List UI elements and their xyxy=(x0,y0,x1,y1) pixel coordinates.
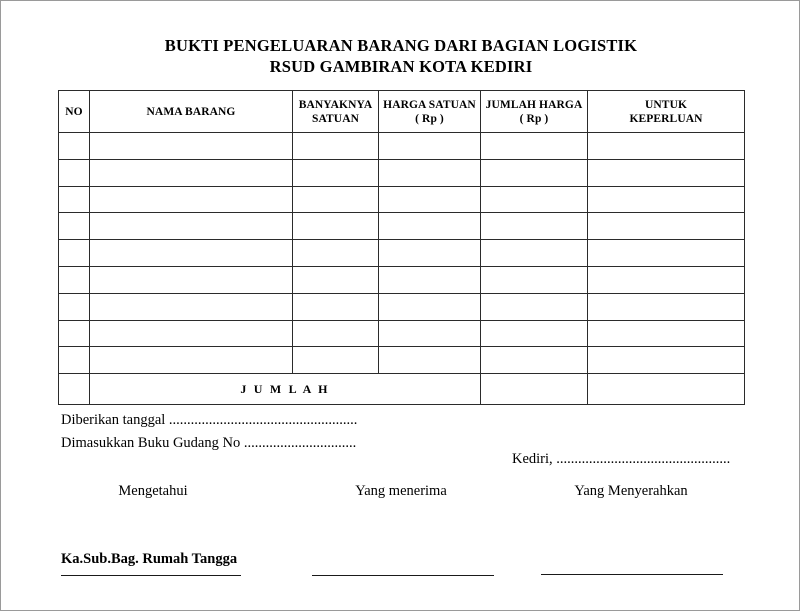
cell-harga-satuan[interactable] xyxy=(379,266,481,293)
cell-harga-satuan[interactable] xyxy=(379,133,481,160)
table-row xyxy=(59,133,745,160)
table-body xyxy=(59,133,745,374)
cell-no[interactable] xyxy=(59,186,90,213)
cell-nama-barang[interactable] xyxy=(90,213,293,240)
cell-untuk-keperluan[interactable] xyxy=(588,293,745,320)
cell-untuk-keperluan[interactable] xyxy=(588,186,745,213)
cell-jumlah-harga[interactable] xyxy=(481,159,588,186)
diberikan-tanggal-line: Diberikan tanggal .................................................... xyxy=(61,412,358,428)
cell-harga-satuan[interactable] xyxy=(379,320,481,347)
cell-no[interactable] xyxy=(59,213,90,240)
cell-nama-barang[interactable] xyxy=(90,159,293,186)
cell-harga-satuan[interactable] xyxy=(379,240,481,267)
header-harga-satuan-line2: ( Rp ) xyxy=(415,112,444,125)
cell-untuk-keperluan[interactable] xyxy=(588,133,745,160)
cell-nama-barang[interactable] xyxy=(90,240,293,267)
kediri-date-line: Kediri, ................................................ xyxy=(512,451,731,467)
cell-banyaknya-satuan[interactable] xyxy=(293,266,379,293)
cell-banyaknya-satuan[interactable] xyxy=(293,347,379,374)
signature-label-yang-menerima: Yang menerima xyxy=(355,483,447,499)
header-untuk-keperluan-line2: KEPERLUAN xyxy=(629,112,703,125)
cell-no[interactable] xyxy=(59,159,90,186)
header-jumlah-harga-line1: JUMLAH HARGA xyxy=(485,98,583,111)
cell-no[interactable] xyxy=(59,320,90,347)
table-row xyxy=(59,159,745,186)
cell-untuk-keperluan[interactable] xyxy=(588,347,745,374)
cell-no[interactable] xyxy=(59,266,90,293)
cell-untuk-keperluan[interactable] xyxy=(588,213,745,240)
cell-banyaknya-satuan[interactable] xyxy=(293,213,379,240)
title-line-1: BUKTI PENGELUARAN BARANG DARI BAGIAN LOGISTIK xyxy=(164,36,638,55)
cell-jumlah-harga[interactable] xyxy=(481,293,588,320)
summary-untuk-keperluan-cell[interactable] xyxy=(588,374,745,405)
table-row xyxy=(59,320,745,347)
cell-jumlah-harga[interactable] xyxy=(481,240,588,267)
cell-nama-barang[interactable] xyxy=(90,186,293,213)
header-jumlah-harga-line2: ( Rp ) xyxy=(519,112,549,125)
cell-harga-satuan[interactable] xyxy=(379,293,481,320)
title-line-2: RSUD GAMBIRAN KOTA KEDIRI xyxy=(269,57,533,76)
cell-banyaknya-satuan[interactable] xyxy=(293,159,379,186)
table-row xyxy=(59,186,745,213)
cell-nama-barang[interactable] xyxy=(90,133,293,160)
cell-untuk-keperluan[interactable] xyxy=(588,240,745,267)
header-jumlah-harga xyxy=(481,91,588,133)
cell-jumlah-harga[interactable] xyxy=(481,320,588,347)
table-row xyxy=(59,293,745,320)
signature-label-yang-menyerahkan: Yang Menyerahkan xyxy=(574,483,688,499)
cell-banyaknya-satuan[interactable] xyxy=(293,186,379,213)
table-summary-row xyxy=(59,374,745,405)
signature-label-mengetahui: Mengetahui xyxy=(118,483,188,499)
goods-issue-table xyxy=(58,90,745,405)
header-harga-satuan-line1: HARGA SATUAN xyxy=(383,98,476,111)
cell-nama-barang[interactable] xyxy=(90,320,293,347)
header-no: NO xyxy=(59,91,90,133)
cell-jumlah-harga[interactable] xyxy=(481,347,588,374)
dimasukkan-buku-gudang-line: Dimasukkan Buku Gudang No ............................... xyxy=(61,435,357,451)
table-row xyxy=(59,213,745,240)
cell-nama-barang[interactable] xyxy=(90,347,293,374)
cell-harga-satuan[interactable] xyxy=(379,347,481,374)
header-nama-barang: NAMA BARANG xyxy=(90,91,293,133)
header-harga-satuan xyxy=(379,91,481,133)
header-untuk-keperluan xyxy=(588,91,745,133)
table-row xyxy=(59,347,745,374)
cell-untuk-keperluan[interactable] xyxy=(588,266,745,293)
cell-no[interactable] xyxy=(59,240,90,267)
cell-no[interactable] xyxy=(59,133,90,160)
header-untuk-keperluan-line1: UNTUK xyxy=(644,98,688,111)
cell-jumlah-harga[interactable] xyxy=(481,133,588,160)
cell-banyaknya-satuan[interactable] xyxy=(293,320,379,347)
cell-jumlah-harga[interactable] xyxy=(481,266,588,293)
signer-name-kasubbag: Ka.Sub.Bag. Rumah Tangga xyxy=(61,551,238,567)
cell-jumlah-harga[interactable] xyxy=(481,213,588,240)
cell-jumlah-harga[interactable] xyxy=(481,186,588,213)
cell-banyaknya-satuan[interactable] xyxy=(293,293,379,320)
cell-harga-satuan[interactable] xyxy=(379,159,481,186)
table-row xyxy=(59,266,745,293)
document-title xyxy=(1,35,800,77)
cell-untuk-keperluan[interactable] xyxy=(588,159,745,186)
cell-nama-barang[interactable] xyxy=(90,266,293,293)
header-banyaknya-satuan-line2: SATUAN xyxy=(311,112,360,125)
summary-jumlah-harga-cell[interactable] xyxy=(481,374,588,405)
signature-line-yang-menyerahkan xyxy=(541,574,723,575)
summary-label-cell: J U M L A H xyxy=(90,374,481,405)
signature-line-yang-menerima xyxy=(312,575,494,576)
cell-nama-barang[interactable] xyxy=(90,293,293,320)
cell-harga-satuan[interactable] xyxy=(379,213,481,240)
cell-untuk-keperluan[interactable] xyxy=(588,320,745,347)
cell-no[interactable] xyxy=(59,293,90,320)
cell-no[interactable] xyxy=(59,347,90,374)
cell-banyaknya-satuan[interactable] xyxy=(293,133,379,160)
signature-line-mengetahui xyxy=(61,575,241,576)
header-banyaknya-satuan xyxy=(293,91,379,133)
table-row xyxy=(59,240,745,267)
header-banyaknya-satuan-line1: BANYAKNYA xyxy=(298,98,373,111)
cell-banyaknya-satuan[interactable] xyxy=(293,240,379,267)
summary-no-cell[interactable] xyxy=(59,374,90,405)
table-header-row xyxy=(59,91,745,133)
cell-harga-satuan[interactable] xyxy=(379,186,481,213)
